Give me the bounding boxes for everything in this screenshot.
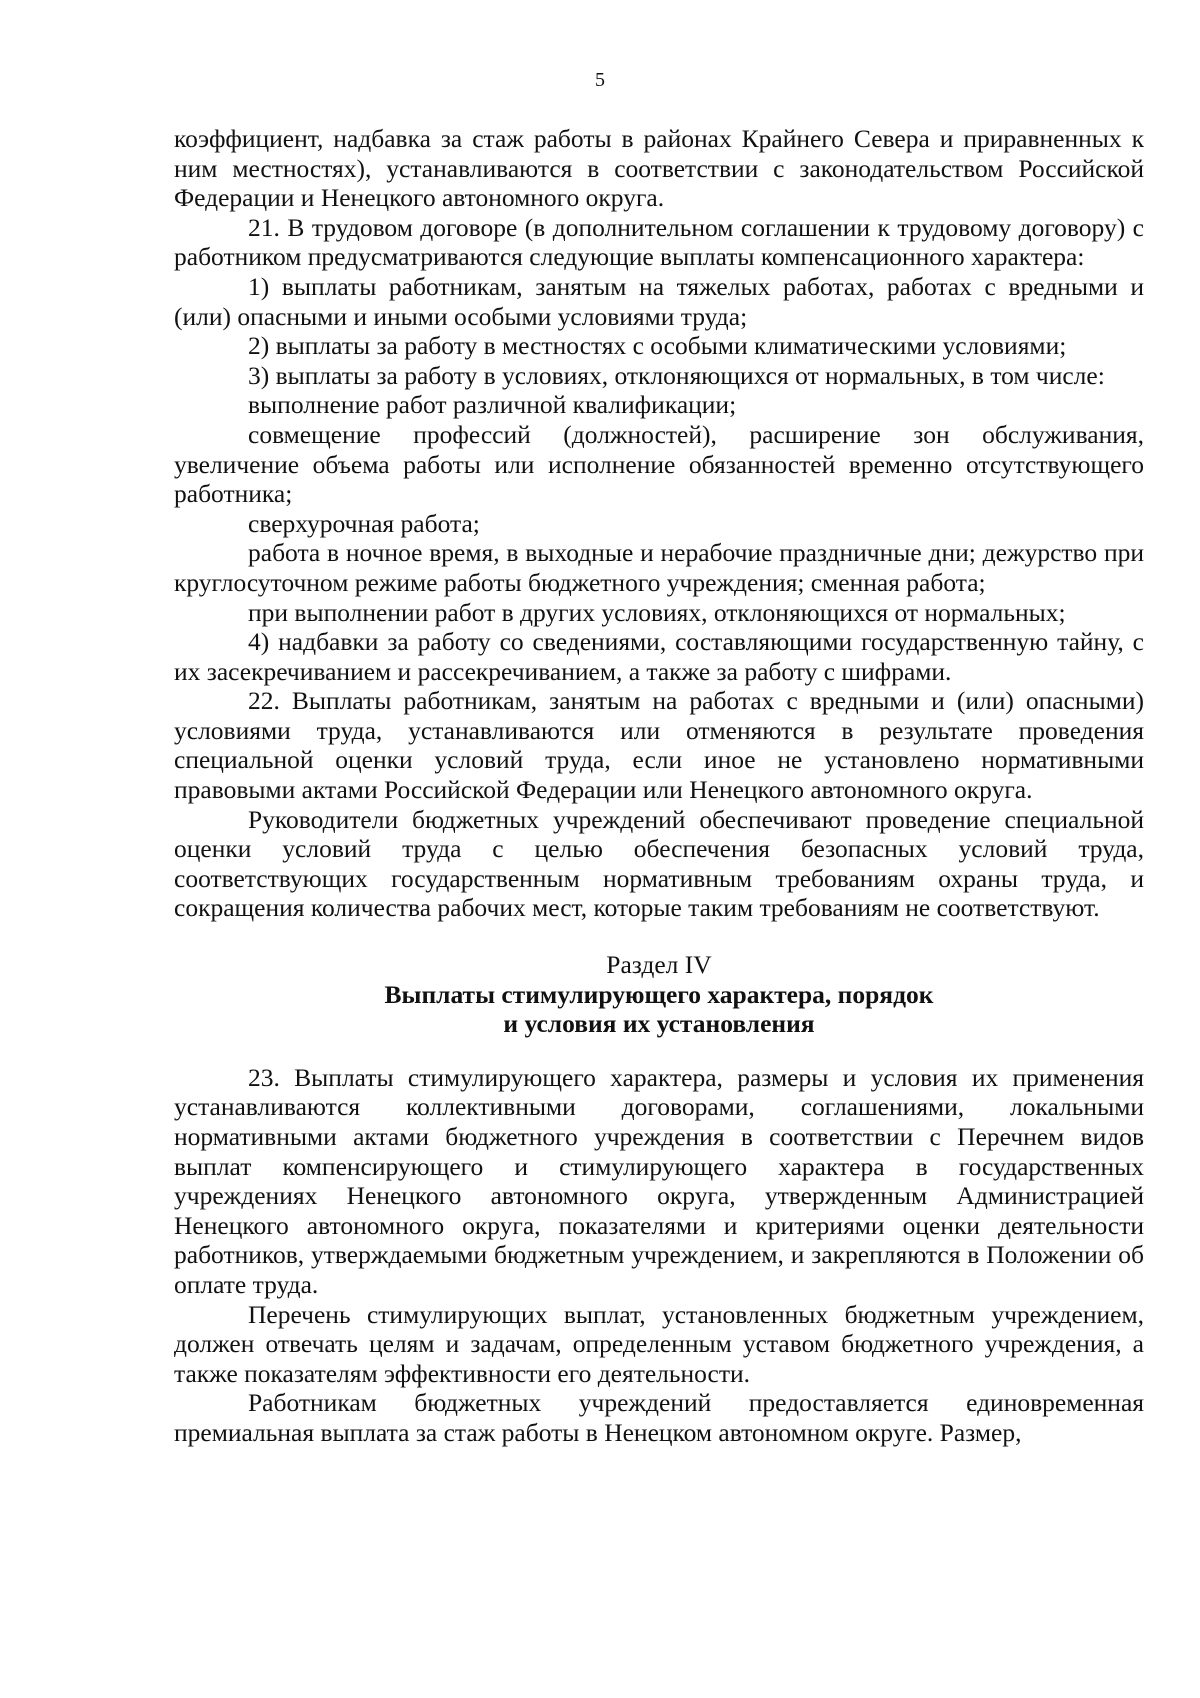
section-heading	[174, 950, 1144, 1039]
paragraph-managers: Руководители бюджетных учреждений обеспечивают проведение специальной оценки условий труда с целью обеспечения безопасных условий труда, соответствующих государственным нормативным требованиям охраны труда, и сокращения количества рабочих мест, которые таким требованиям не соответствуют.	[174, 804, 1144, 923]
paragraph-item-23: 23. Выплаты стимулирующего характера, размеры и условия их применения устанавливаются коллективными договорами, соглашениями, локальными нормативными актами бюджетного учреждения в соответствии с Перечнем видов выплат компенсирующего и стимулирующего характера в государственных учреждениях Ненецкого автономного округа, утвержденным Администрацией Ненецкого автономного округа, показателями и критериями оценки деятельности работников, утверждаемыми бюджетным учреждением, и закрепляются в Положении об оплате труда.	[174, 1062, 1144, 1299]
list-item-1: 1) выплаты работникам, занятым на тяжелых работах, работах с вредными и (или) опасными и иными особыми условиями труда;	[174, 271, 1144, 331]
paragraph-item-21: 21. В трудовом договоре (в дополнительном соглашении к трудовому договору) с работником предусматриваются следующие выплаты компенсационного характера:	[174, 212, 1144, 272]
section-label: Раздел IV	[606, 950, 712, 980]
paragraph-incentive-list: Перечень стимулирующих выплат, установленных бюджетным учреждением, должен отвечать целям и задачам, определенным уставом бюджетного учреждения, а также показателям эффективности его деятельности.	[174, 1299, 1144, 1388]
list-item-4: 4) надбавки за работу со сведениями, составляющими государственную тайну, с их засекречиванием и рассекречиванием, а также за работу с шифрами.	[174, 627, 1144, 686]
sub-item-qualification: выполнение работ различной квалификации;	[248, 390, 737, 420]
paragraph-item-22: 22. Выплаты работникам, занятым на работах с вредными и (или) опасными) условиями труда, устанавливаются или отменяются в результате проведения специальной оценки условий труда, если иное не установлено нормативными правовыми актами Российской Федерации или Ненецкого автономного округа.	[174, 686, 1144, 805]
sub-item-other-conditions: при выполнении работ в других условиях, отклоняющихся от нормальных;	[248, 597, 1066, 627]
list-item-3: 3) выплаты за работу в условиях, отклоняющихся от нормальных, в том числе:	[248, 360, 1105, 390]
section-title-line-1: Выплаты стимулирующего характера, порядок	[384, 979, 934, 1009]
sub-item-night-work: работа в ночное время, в выходные и нерабочие праздничные дни; дежурство при круглосуточном режиме работы бюджетного учреждения; сменная работа;	[174, 538, 1144, 597]
document-body	[174, 124, 1144, 1448]
sub-item-overtime: сверхурочная работа;	[248, 508, 480, 538]
list-item-2: 2) выплаты за работу в местностях с особыми климатическими условиями;	[248, 331, 1067, 361]
section-title-line-2: и условия их установления	[503, 1009, 815, 1039]
page-number: 5	[595, 69, 605, 91]
paragraph-continuation: коэффициент, надбавка за стаж работы в районах Крайнего Севера и приравненных к ним местностях), устанавливаются в соответствии с законодательством Российской Федерации и Ненецкого автономного округа.	[174, 124, 1144, 213]
paragraph-one-time-bonus: Работникам бюджетных учреждений предоставляется единовременная премиальная выплата за стаж работы в Ненецком автономном округе. Размер,	[174, 1388, 1144, 1447]
sub-item-combination: совмещение профессий (должностей), расширение зон обслуживания, увеличение объема работы или исполнение обязанностей временно отсутствующего работника;	[174, 419, 1144, 509]
